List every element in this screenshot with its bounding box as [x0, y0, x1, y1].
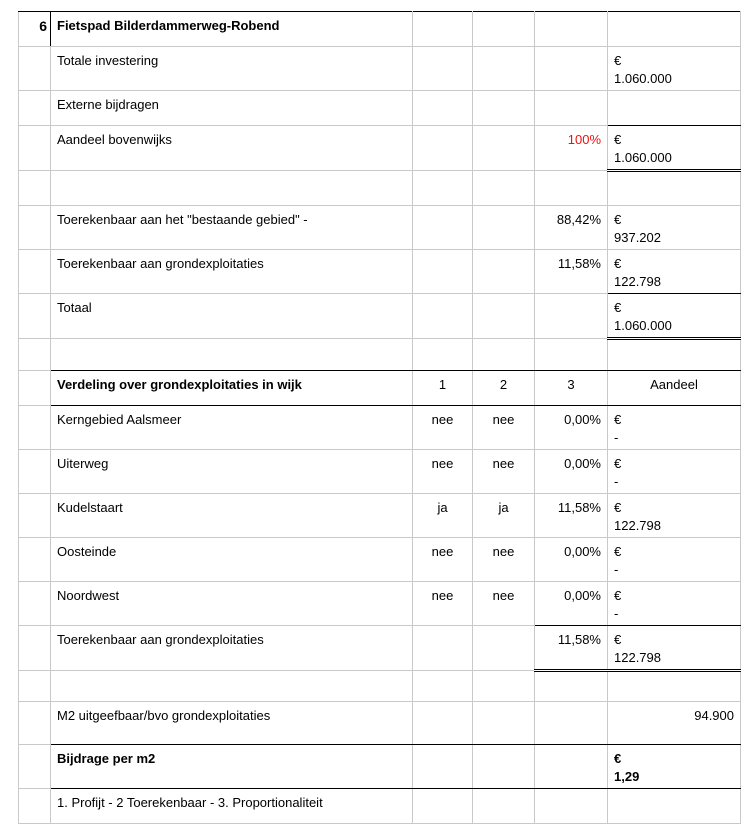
- empty-cell: [608, 171, 741, 206]
- currency-symbol: €: [614, 300, 622, 315]
- empty-cell: [535, 745, 608, 789]
- district-criterium-2: nee: [473, 406, 535, 450]
- currency-symbol: €: [614, 544, 622, 559]
- district-name: Uiterweg: [51, 450, 413, 494]
- empty-cell: [473, 206, 535, 250]
- currency-symbol: €: [614, 53, 622, 68]
- district-criterium-1: nee: [413, 538, 473, 582]
- empty-cell: [473, 671, 535, 702]
- currency-symbol: €: [614, 256, 622, 271]
- empty-cell: [19, 206, 51, 250]
- value-totale-investering: [608, 47, 741, 91]
- empty-cell: [413, 702, 473, 745]
- empty-cell: [19, 294, 51, 339]
- empty-cell: [535, 47, 608, 91]
- amount: 937.202: [614, 230, 661, 245]
- empty-cell: [535, 702, 608, 745]
- empty-cell: [413, 250, 473, 294]
- district-pct: 0,00%: [535, 538, 608, 582]
- empty-cell: [473, 745, 535, 789]
- district-pct: 0,00%: [535, 406, 608, 450]
- currency-symbol: €: [614, 751, 622, 766]
- district-name: Noordwest: [51, 582, 413, 626]
- empty-cell: [413, 626, 473, 671]
- value-toerekenbaar-totaal: [608, 626, 741, 671]
- label-toerekenbaar-grondexploitaties-totaal: Toerekenbaar aan grondexploitaties: [51, 626, 413, 671]
- empty-cell: [413, 745, 473, 789]
- empty-cell: [51, 671, 413, 702]
- empty-cell: [608, 339, 741, 371]
- empty-cell: [19, 339, 51, 371]
- pct-aandeel-bovenwijks: 100%: [535, 126, 608, 171]
- empty-cell: [19, 171, 51, 206]
- currency-symbol: €: [614, 456, 622, 471]
- cost-allocation-table: [18, 11, 741, 824]
- pct-toerekenbaar-grondexploitaties: 11,58%: [535, 250, 608, 294]
- currency-symbol: €: [614, 588, 622, 603]
- header-col-2: 2: [473, 371, 535, 406]
- header-col-3: 3: [535, 371, 608, 406]
- label-m2-uitgeefbaar: M2 uitgeefbaar/bvo grondexploitaties: [51, 702, 413, 745]
- empty-cell: [473, 294, 535, 339]
- header-col-1: 1: [413, 371, 473, 406]
- empty-cell: [413, 339, 473, 371]
- empty-cell: [19, 126, 51, 171]
- empty-cell: [473, 12, 535, 47]
- amount: 1.060.000: [614, 71, 672, 86]
- district-value: [608, 582, 741, 626]
- empty-cell: [535, 339, 608, 371]
- district-criterium-2: nee: [473, 538, 535, 582]
- district-name: Kudelstaart: [51, 494, 413, 538]
- value-bestaand-gebied: [608, 206, 741, 250]
- value-bijdrage-per-m2: [608, 745, 741, 789]
- currency-symbol: €: [614, 212, 622, 227]
- empty-cell: [19, 371, 51, 406]
- empty-cell: [473, 339, 535, 371]
- label-totaal: Totaal: [51, 294, 413, 339]
- amount: 1.060.000: [614, 318, 672, 333]
- empty-cell: [19, 450, 51, 494]
- empty-cell: [473, 126, 535, 171]
- district-name: Kerngebied Aalsmeer: [51, 406, 413, 450]
- district-criterium-1: ja: [413, 494, 473, 538]
- header-aandeel: Aandeel: [608, 371, 741, 406]
- project-title-cell: Fietspad Bilderdammerweg-Robend: [51, 12, 413, 47]
- empty-cell: [473, 626, 535, 671]
- empty-cell: [473, 702, 535, 745]
- empty-cell: [473, 47, 535, 91]
- empty-cell: [413, 91, 473, 126]
- district-value: [608, 406, 741, 450]
- district-criterium-1: nee: [413, 406, 473, 450]
- amount: -: [614, 430, 619, 445]
- empty-cell: [19, 582, 51, 626]
- currency-symbol: €: [614, 632, 622, 647]
- empty-cell: [19, 494, 51, 538]
- empty-cell: [608, 671, 741, 702]
- label-aandeel-bovenwijks: Aandeel bovenwijks: [51, 126, 413, 171]
- amount: 122.798: [614, 650, 661, 665]
- empty-cell: [413, 12, 473, 47]
- empty-cell: [19, 626, 51, 671]
- district-name: Oosteinde: [51, 538, 413, 582]
- district-value: [608, 494, 741, 538]
- empty-cell: [535, 671, 608, 702]
- empty-cell: [473, 171, 535, 206]
- district-criterium-2: nee: [473, 582, 535, 626]
- district-criterium-2: ja: [473, 494, 535, 538]
- value-aandeel-bovenwijks: [608, 126, 741, 171]
- district-criterium-2: nee: [473, 450, 535, 494]
- pct-bestaand-gebied: 88,42%: [535, 206, 608, 250]
- empty-cell: [535, 294, 608, 339]
- label-bijdrage-per-m2: Bijdrage per m2: [51, 745, 413, 789]
- label-toerekenbaar-bestaand-gebied: Toerekenbaar aan het "bestaande gebied" -: [51, 206, 413, 250]
- amount: -: [614, 562, 619, 577]
- empty-cell: [473, 250, 535, 294]
- empty-cell: [413, 126, 473, 171]
- amount: 1,29: [614, 769, 640, 784]
- label-externe-bijdragen: Externe bijdragen: [51, 91, 413, 126]
- empty-cell: [51, 339, 413, 371]
- label-toerekenbaar-grondexploitaties: Toerekenbaar aan grondexploitaties: [51, 250, 413, 294]
- value-totaal: [608, 294, 741, 339]
- district-pct: 11,58%: [535, 494, 608, 538]
- empty-cell: [535, 171, 608, 206]
- district-criterium-1: nee: [413, 582, 473, 626]
- empty-cell: [413, 671, 473, 702]
- value-m2: 94.900: [608, 702, 741, 745]
- empty-cell: [413, 206, 473, 250]
- label-totale-investering: Totale investering: [51, 47, 413, 91]
- empty-cell: [19, 671, 51, 702]
- empty-cell: [19, 745, 51, 789]
- empty-cell: [413, 171, 473, 206]
- amount: -: [614, 606, 619, 621]
- empty-cell: [473, 91, 535, 126]
- empty-cell: [413, 47, 473, 91]
- district-pct: 0,00%: [535, 450, 608, 494]
- empty-cell: [19, 406, 51, 450]
- header-verdeling: Verdeling over grondexploitaties in wijk: [51, 371, 413, 406]
- currency-symbol: €: [614, 500, 622, 515]
- amount: 1.060.000: [614, 150, 672, 165]
- district-value: [608, 538, 741, 582]
- empty-cell: [608, 12, 741, 47]
- district-value: [608, 450, 741, 494]
- amount: -: [614, 474, 619, 489]
- empty-cell: [535, 12, 608, 47]
- empty-cell: [608, 91, 741, 126]
- footnote: 1. Profijt - 2 Toerekenbaar - 3. Proportionaliteit: [51, 789, 413, 824]
- row-number-cell: 6: [19, 12, 51, 47]
- spreadsheet-table: [18, 11, 741, 824]
- amount: 122.798: [614, 274, 661, 289]
- empty-cell: [19, 250, 51, 294]
- currency-symbol: €: [614, 412, 622, 427]
- empty-cell: [51, 171, 413, 206]
- amount: 122.798: [614, 518, 661, 533]
- pct-toerekenbaar-totaal: 11,58%: [535, 626, 608, 671]
- currency-symbol: €: [614, 132, 622, 147]
- empty-cell: [19, 47, 51, 91]
- empty-cell: [19, 702, 51, 745]
- empty-cell: [413, 294, 473, 339]
- value-toerekenbaar-grondexploitaties: [608, 250, 741, 294]
- district-criterium-1: nee: [413, 450, 473, 494]
- empty-cell: [19, 91, 51, 126]
- empty-cell: [19, 538, 51, 582]
- district-pct: 0,00%: [535, 582, 608, 626]
- empty-cell: [535, 91, 608, 126]
